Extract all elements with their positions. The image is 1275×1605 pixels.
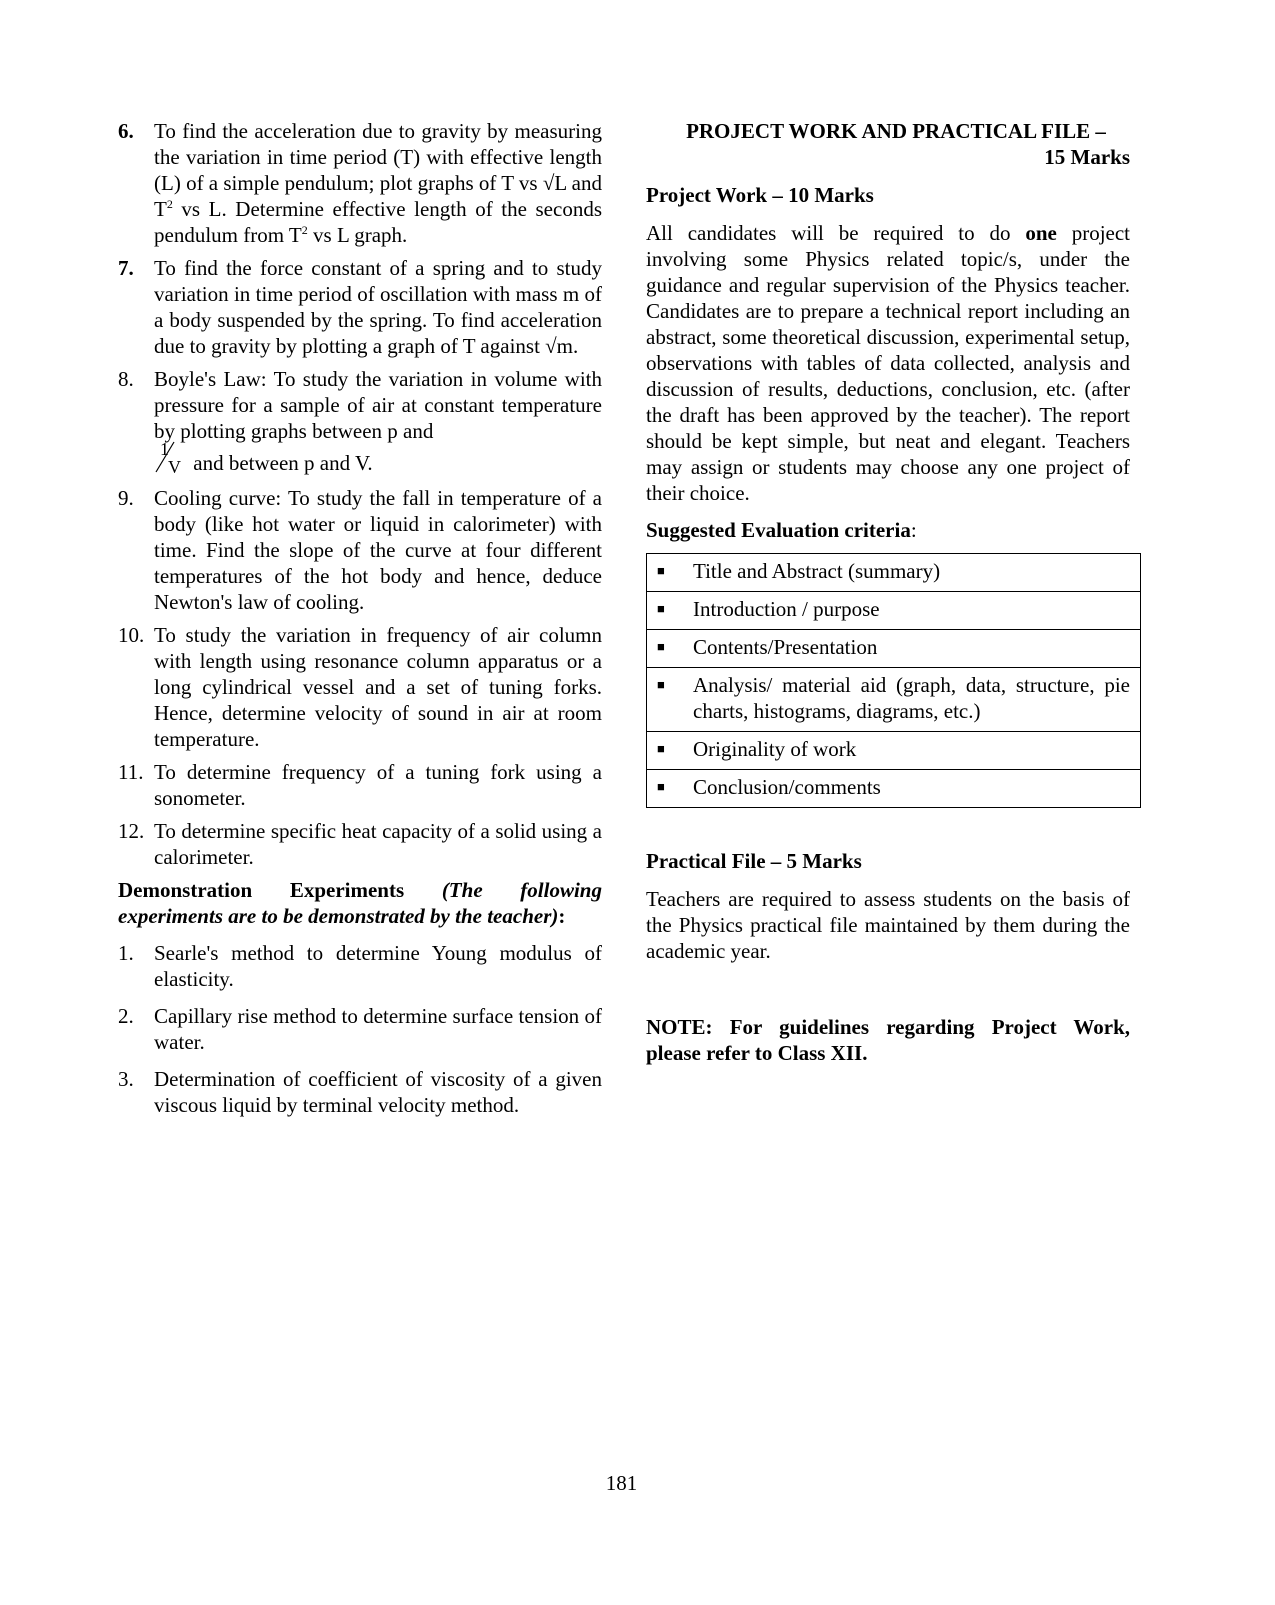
bullet-icon: ■ [657,563,665,578]
list-item [118,366,602,478]
item-number: 2. [118,1004,134,1028]
table-row: ■ Contents/Presentation [647,630,1141,668]
practical-text: Teachers are required to assess students on the basis of the Physics practical file maintained by them during the academic year. [646,887,1130,963]
item-number: 11. [118,760,144,784]
item-number: 3. [118,1067,134,1091]
demo-item [118,940,602,992]
project-text: All candidates will be required to do one project involving some Physics related topic/s, under the guidance and regular supervision of the Physics teacher. Candidates are to prepare a technical report including an abstract, some theoretical discussion, experimental setup, observations with tables of data collected, analysis and discussion of results, deductions, conclusion, etc. (after the draft has been approved by the teacher). The report should be kept simple, but neat and elegant. Teachers may assign or students may choose any one project of their choice. [646,221,1130,505]
item-text: To find the force constant of a spring and to study variation in time period of oscillation with mass m of a body suspended by the spring. To find acceleration due to gravity by plotting a graph of T against √m. [154,256,602,358]
fraction-one-over-v: 1 V [154,444,188,478]
section-title: PROJECT WORK AND PRACTICAL FILE – 15 Marks [686,119,1130,169]
list-item [118,622,602,752]
list-item [118,818,602,870]
right-column [646,118,1130,1066]
note-text: NOTE: For guidelines regarding Project Work, please refer to Class XII. [646,1015,1130,1065]
item-number: 8. [118,367,134,391]
criteria-table [646,553,1141,808]
item-text: Cooling curve: To study the fall in temperature of a body (like hot water or liquid in calorimeter) with time. Find the slope of the curve at four different temperatures of the hot body and hence, deduce Newton's law of cooling. [154,486,602,614]
item-text: To determine specific heat capacity of a solid using a calorimeter. [154,819,602,869]
table-row: ■ Analysis/ material aid (graph, data, structure, pie charts, histograms, diagrams, etc.) [647,668,1141,732]
item-text: To find the acceleration due to gravity by measuring the variation in time period (T) with effective length (L) of a simple pendulum; plot graphs of T vs √L and $T^2$ vs L. Determine effective length of the seconds pendulum from $T^2$ vs L graph. [154,119,602,247]
list-item [118,485,602,615]
bullet-icon: ■ [657,601,665,616]
item-text: To determine frequency of a tuning fork using a sonometer. [154,760,602,810]
demo-heading: Demonstration Experiments (The following experiments are to be demonstrated by the teacher): [118,878,602,928]
list-item [118,255,602,359]
bullet-icon: ■ [657,639,665,654]
list-item [118,759,602,811]
practical-heading: Practical File – 5 Marks [646,849,862,873]
list-item [118,118,602,248]
table-row: ■ Introduction / purpose [647,592,1141,630]
bullet-icon: ■ [657,677,665,692]
item-number: 12. [118,819,145,843]
table-row: ■ Originality of work [647,732,1141,770]
bullet-icon: ■ [657,779,665,794]
bullet-icon: ■ [657,741,665,756]
demo-item [118,1003,602,1055]
item-number: 6. [118,119,134,143]
item-text: Capillary rise method to determine surface tension of water. [154,1004,602,1054]
item-number: 1. [118,941,134,965]
table-row: ■ Title and Abstract (summary) [647,554,1141,592]
table-row: ■ Conclusion/comments [647,770,1141,808]
criteria-heading: Suggested Evaluation criteria: [646,518,917,542]
item-text: Searle's method to determine Young modulus of elasticity. [154,941,602,991]
item-number: 10. [118,623,145,647]
page-number: 181 [605,1471,638,1495]
project-heading: Project Work – 10 Marks [646,183,874,207]
item-number: 9. [118,486,134,510]
item-text: To study the variation in frequency of air column with length using resonance column apparatus or a long cylindrical vessel and a set of tuning forks. Hence, determine velocity of sound in air at room temperature. [154,623,602,751]
demo-item [118,1066,602,1118]
item-text: Boyle's Law: To study the variation in volume with pressure for a sample of air at constant temperature by plotting graphs between p and 1 V and between p and V. [154,367,602,477]
item-text: Determination of coefficient of viscosity of a given viscous liquid by terminal velocity method. [154,1067,602,1117]
left-column [118,118,602,1125]
item-number: 7. [118,256,134,280]
